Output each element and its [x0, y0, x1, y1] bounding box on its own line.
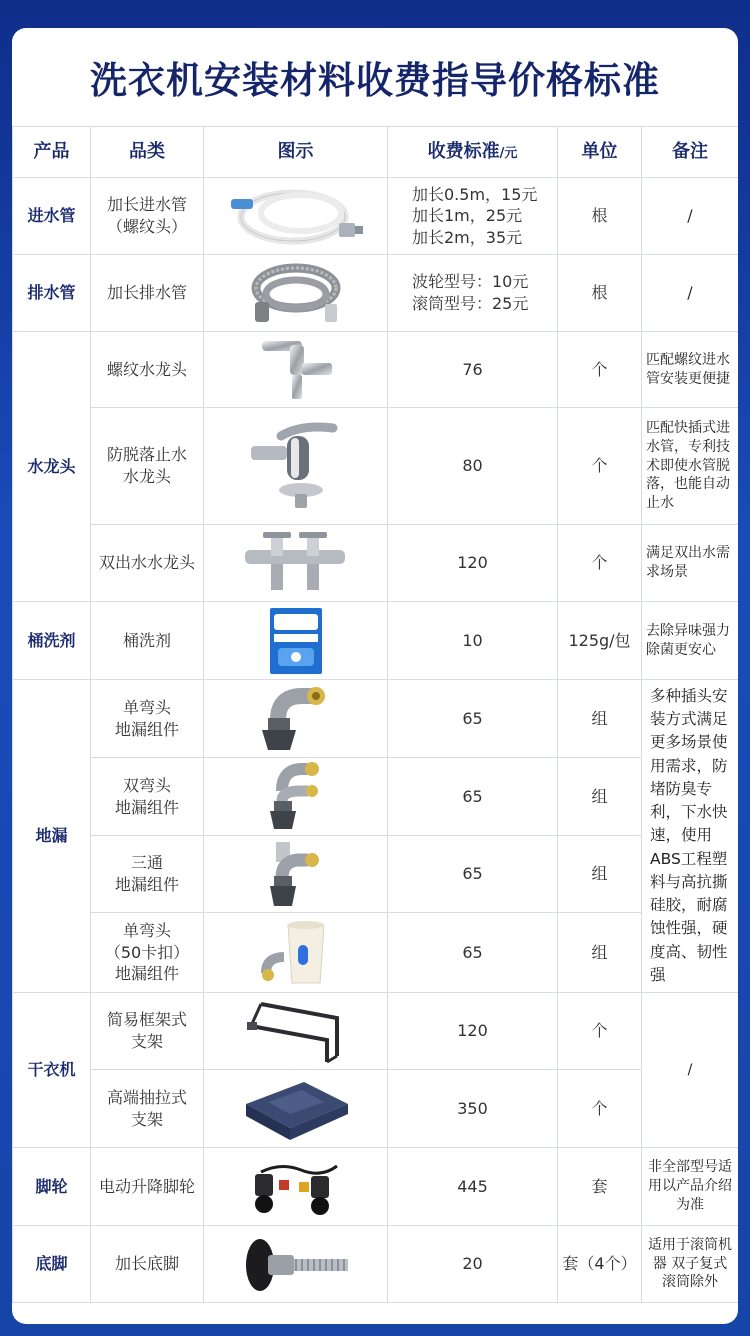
unit-cell: 组	[558, 836, 642, 913]
category-cell: 双弯头 地漏组件	[91, 758, 204, 836]
category-cell: 加长进水管 （螺纹头）	[91, 178, 204, 255]
table-header-row	[13, 127, 739, 178]
category-cell: 三通 地漏组件	[91, 836, 204, 913]
detergent-packet-icon	[266, 606, 326, 676]
floor-drain-double-icon	[266, 761, 326, 833]
category-cell: 单弯头 （50卡扣） 地漏组件	[91, 913, 204, 993]
note-cell: /	[642, 178, 739, 255]
note-cell: /	[642, 993, 739, 1148]
table-row	[13, 255, 739, 332]
image-cell	[204, 1226, 388, 1303]
image-cell	[204, 178, 388, 255]
note-cell: 去除异味强力除菌更安心	[642, 602, 739, 680]
table-row	[13, 836, 739, 913]
price-cell: 65	[388, 680, 558, 758]
product-cell: 脚轮	[13, 1148, 91, 1226]
table-row	[13, 408, 739, 525]
category-cell: 防脱落止水 水龙头	[91, 408, 204, 525]
header-price-label: 收费标准	[427, 140, 500, 162]
note-cell: 适用于滚筒机器 双子复式滚筒除外	[642, 1226, 739, 1303]
price-cell: 20	[388, 1226, 558, 1303]
inlet-hose-icon	[221, 183, 371, 249]
category-cell: 加长底脚	[91, 1226, 204, 1303]
header-product: 产品	[13, 127, 91, 178]
category-cell: 简易框架式 支架	[91, 993, 204, 1070]
product-cell: 地漏	[13, 680, 91, 993]
price-cell: 10	[388, 602, 558, 680]
product-cell: 底脚	[13, 1226, 91, 1303]
image-cell	[204, 408, 388, 525]
table-row	[13, 993, 739, 1070]
table-row	[13, 1070, 739, 1148]
note-cell: 多种插头安装方式满足更多场景使用需求，防堵防臭专利，下水快速，使用ABS工程塑料与高抗撕硅胶，耐腐蚀性强，硬度高、韧性强	[642, 680, 739, 993]
unit-cell: 根	[558, 178, 642, 255]
product-cell: 排水管	[13, 255, 91, 332]
product-cell: 进水管	[13, 178, 91, 255]
simple-frame-stand-icon	[241, 996, 351, 1066]
unit-cell: 组	[558, 680, 642, 758]
header-note: 备注	[642, 127, 739, 178]
category-cell: 加长排水管	[91, 255, 204, 332]
unit-cell: 125g/包	[558, 602, 642, 680]
price-cell: 波轮型号：10元 滚筒型号：25元	[388, 255, 558, 332]
table-row	[13, 758, 739, 836]
drawer-stand-icon	[238, 1074, 354, 1144]
note-cell: 满足双出水需求场景	[642, 525, 739, 602]
category-cell: 桶洗剂	[91, 602, 204, 680]
image-cell	[204, 1148, 388, 1226]
table-row	[13, 913, 739, 993]
table-row	[13, 602, 739, 680]
floor-drain-clip-icon	[258, 917, 334, 989]
table-row	[13, 1226, 739, 1303]
unit-cell: 个	[558, 332, 642, 408]
drain-hose-icon	[241, 258, 351, 328]
unit-cell: 套	[558, 1148, 642, 1226]
price-cell: 65	[388, 758, 558, 836]
image-cell	[204, 680, 388, 758]
image-cell	[204, 836, 388, 913]
unit-cell: 个	[558, 1070, 642, 1148]
product-cell: 水龙头	[13, 332, 91, 602]
floor-drain-elbow-icon	[256, 684, 336, 754]
price-cell: 445	[388, 1148, 558, 1226]
price-table	[12, 126, 738, 1303]
image-cell	[204, 332, 388, 408]
header-category: 品类	[91, 127, 204, 178]
product-cell: 桶洗剂	[13, 602, 91, 680]
faucet-stop-icon	[241, 416, 351, 516]
price-card	[12, 28, 738, 1324]
image-cell	[204, 602, 388, 680]
category-cell: 螺纹水龙头	[91, 332, 204, 408]
price-cell: 65	[388, 913, 558, 993]
price-cell: 65	[388, 836, 558, 913]
table-row	[13, 178, 739, 255]
category-cell: 高端抽拉式 支架	[91, 1070, 204, 1148]
unit-cell: 个	[558, 408, 642, 525]
category-cell: 电动升降脚轮	[91, 1148, 204, 1226]
table-row	[13, 525, 739, 602]
note-cell: 匹配快插式进水管，专利技术即使水管脱落，也能自动止水	[642, 408, 739, 525]
product-cell: 干衣机	[13, 993, 91, 1148]
unit-cell: 个	[558, 525, 642, 602]
header-price	[388, 127, 558, 178]
table-row	[13, 1148, 739, 1226]
price-cell: 120	[388, 993, 558, 1070]
category-cell: 双出水水龙头	[91, 525, 204, 602]
note-cell: 非全部型号适用以产品介绍为准	[642, 1148, 739, 1226]
unit-cell: 根	[558, 255, 642, 332]
double-faucet-icon	[241, 528, 351, 598]
caster-wheels-icon	[241, 1152, 351, 1222]
page-title: 洗衣机安装材料收费指导价格标准	[90, 59, 660, 102]
header-unit: 单位	[558, 127, 642, 178]
faucet-icon	[246, 335, 346, 405]
table-row	[13, 680, 739, 758]
image-cell	[204, 1070, 388, 1148]
price-cell: 350	[388, 1070, 558, 1148]
price-cell: 加长0.5m，15元 加长1m，25元 加长2m，35元	[388, 178, 558, 255]
note-cell: 匹配螺纹进水管安装更便捷	[642, 332, 739, 408]
header-price-unit: /元	[499, 145, 518, 161]
leveling-foot-icon	[238, 1231, 354, 1297]
category-cell: 单弯头 地漏组件	[91, 680, 204, 758]
note-cell: /	[642, 255, 739, 332]
unit-cell: 组	[558, 758, 642, 836]
unit-cell: 个	[558, 993, 642, 1070]
price-cell: 76	[388, 332, 558, 408]
unit-cell: 套（4个）	[558, 1226, 642, 1303]
image-cell	[204, 758, 388, 836]
header-image: 图示	[204, 127, 388, 178]
image-cell	[204, 255, 388, 332]
image-cell	[204, 525, 388, 602]
floor-drain-tee-icon	[266, 838, 326, 910]
price-cell: 120	[388, 525, 558, 602]
image-cell	[204, 993, 388, 1070]
image-cell	[204, 913, 388, 993]
table-row	[13, 332, 739, 408]
price-cell: 80	[388, 408, 558, 525]
unit-cell: 组	[558, 913, 642, 993]
